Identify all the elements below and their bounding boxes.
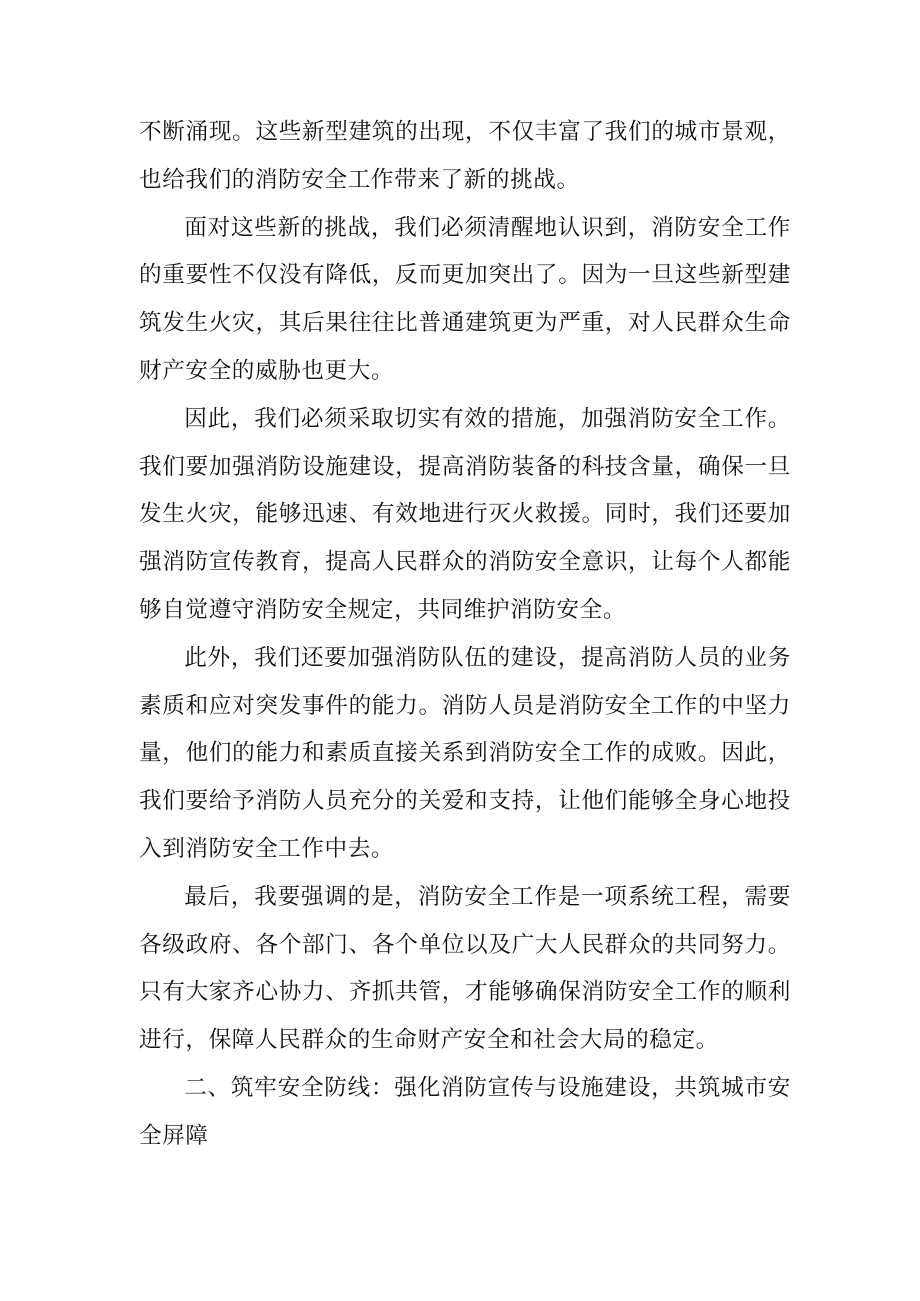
- paragraph-challenges: 面对这些新的挑战，我们必须清醒地认识到，消防安全工作的重要性不仅没有降低，反而更加突出了。因为一旦这些新型建筑发生火灾，其后果往往比普通建筑更为严重，对人民群众生命财产安全的威胁也更大。: [139, 214, 791, 384]
- section-heading: 二、筑牢安全防线：强化消防宣传与设施建设，共筑城市安全屏障: [139, 1074, 791, 1149]
- paragraph-conclusion: 最后，我要强调的是，消防安全工作是一项系统工程，需要各级政府、各个部门、各个单位以及广大人民群众的共同努力。只有大家齐心协力、齐抓共管，才能够确保消防安全工作的顺利进行，保障人民群众的生命财产安全和社会大局的稳定。: [139, 883, 791, 1054]
- paragraph-measures: 因此，我们必须采取切实有效的措施，加强消防安全工作。我们要加强消防设施建设，提高消防装备的科技含量，确保一旦发生火灾，能够迅速、有效地进行灭火救援。同时，我们还要加强消防宣传教育，提高人民群众的消防安全意识，让每个人都能够自觉遵守消防安全规定，共同维护消防安全。: [139, 405, 791, 623]
- paragraph-firefighters: 此外，我们还要加强消防队伍的建设，提高消防人员的业务素质和应对突发事件的能力。消防人员是消防安全工作的中坚力量，他们的能力和素质直接关系到消防安全工作的成败。因此，我们要给予消防人员充分的关爱和支持，让他们能够全身心地投入到消防安全工作中去。: [139, 644, 791, 862]
- document-body: [139, 109, 791, 1161]
- paragraph-continued: 不断涌现。这些新型建筑的出现，不仅丰富了我们的城市景观，也给我们的消防安全工作带来了新的挑战。: [139, 119, 791, 193]
